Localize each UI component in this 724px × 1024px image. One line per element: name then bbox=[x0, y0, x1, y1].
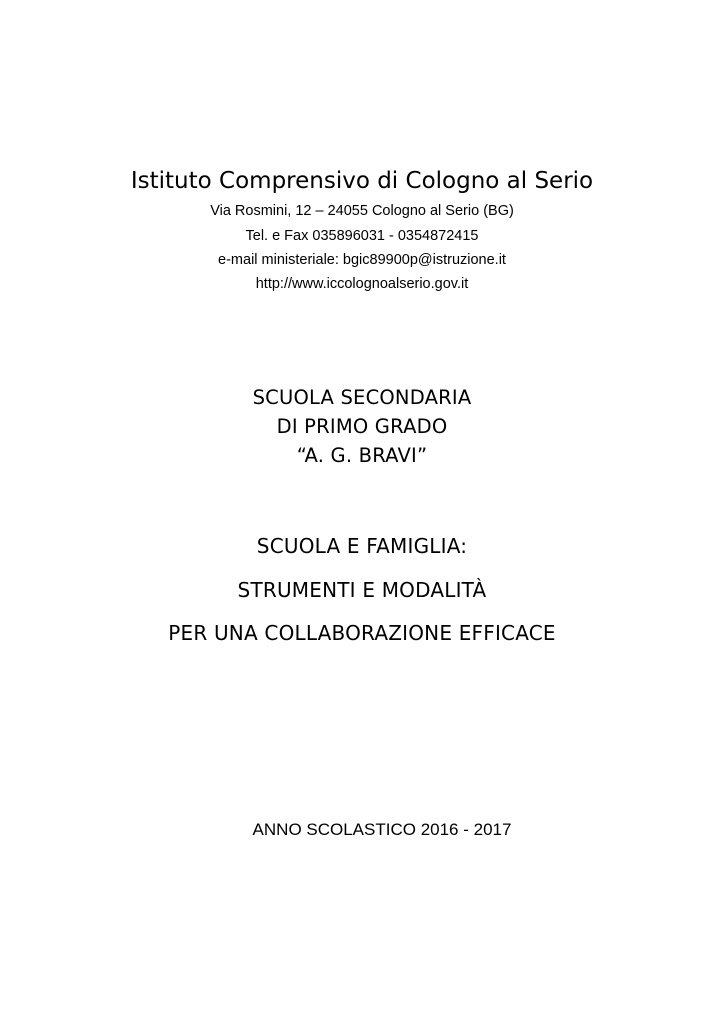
institute-website: http://www.iccolognoalserio.gov.it bbox=[255, 276, 469, 292]
school-line-3: “A. G. BRAVI” bbox=[296, 444, 428, 467]
school-line-1: SCUOLA SECONDARIA bbox=[252, 386, 472, 409]
school-line-2: DI PRIMO GRADO bbox=[276, 415, 448, 438]
institute-email: e-mail ministeriale: bgic89900p@istruzione.it bbox=[218, 252, 506, 268]
topic-line-3: PER UNA COLLABORAZIONE EFFICACE bbox=[168, 621, 556, 645]
institute-name: Istituto Comprensivo di Cologno al Serio bbox=[130, 168, 594, 194]
topic-line-2: STRUMENTI E MODALITÀ bbox=[237, 578, 487, 602]
topic-line-1: SCUOLA E FAMIGLIA: bbox=[256, 534, 468, 558]
institute-phone: Tel. e Fax 035896031 - 0354872415 bbox=[245, 228, 479, 244]
school-year: ANNO SCOLASTICO 2016 - 2017 bbox=[252, 820, 512, 839]
institute-address: Via Rosmini, 12 – 24055 Cologno al Serio (BG) bbox=[210, 203, 514, 219]
